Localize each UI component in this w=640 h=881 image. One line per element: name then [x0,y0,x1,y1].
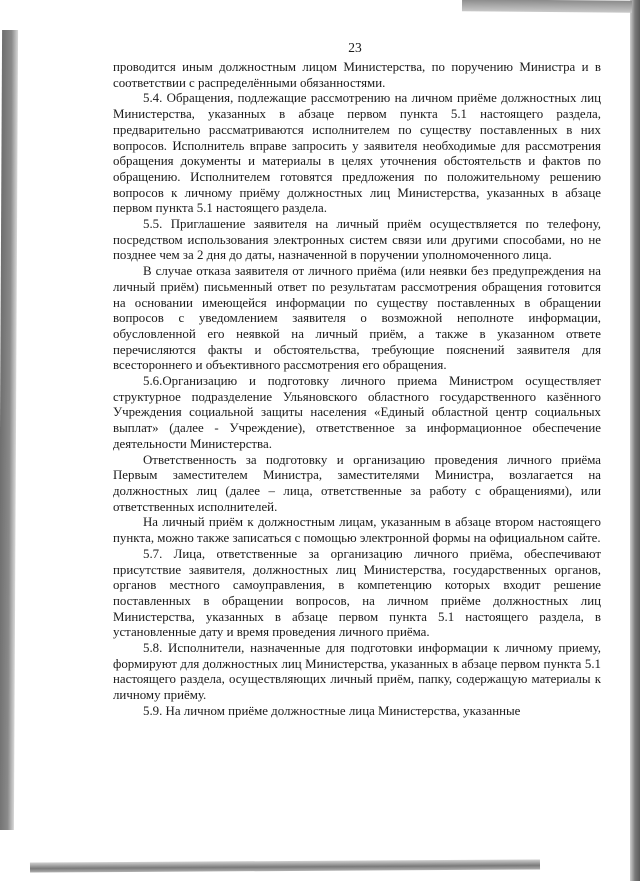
paragraph-5-7: 5.7. Лица, ответственные за организацию личного приёма, обеспечивают присутствие заявителя, должностных лиц Министерства, государственных органов, органов местного самоуправления, в компетенцию которых входит решение поставленных в обращении вопросов, на личном приёме должностных лиц Министерства, указанных в абзаце первом пункта 5.1 настоящего раздела, в установленные дату и время проведения личного приёма. [113,546,601,640]
paragraph-refusal: В случае отказа заявителя от личного приёма (или неявки без предупреждения на личный приём) письменный ответ по результатам рассмотрения обращения готовится на основании имеющейся информации по существу поставленных в обращении вопросов с уведомлением заявителя о возможной неполноте информации, обусловленной его неявкой на личный приём, а также в указанном ответе перечисляются факты и обстоятельства, требующие пояснений заявителя для всестороннего и объективного рассмотрения его обращения. [113,264,601,373]
paragraph-5-4: 5.4. Обращения, подлежащие рассмотрению на личном приёме должностных лиц Министерства, указанных в абзаце первом пункта 5.1 настоящего раздела, предварительно рассматриваются исполнителем по существу поставленных в них вопросов. Исполнитель вправе запросить у заявителя необходимые для рассмотрения обращения документы и материалы в целях уточнения обстоятельств и фактов по обращению. Исполнителем готовятся предложения по положительному решению вопросов к личному приёму должностных лиц Министерства, указанных в абзаце первом пункта 5.1 настоящего раздела. [113,91,601,216]
paragraph-online-signup: На личный приём к должностным лицам, указанным в абзаце втором настоящего пункта, можно также записаться с помощью электронной формы на официальном сайте. [113,515,601,546]
paragraph-5-6: 5.6.Организацию и подготовку личного приема Министром осуществляет структурное подразделение Ульяновского областного государственного казённого Учреждения социальной защиты населения «Единый областной центр социальных выплат» (далее - Учреждение), ответственное за информационное обеспечение деятельности Министерства. [113,374,601,451]
paragraph-5-8: 5.8. Исполнители, назначенные для подготовки информации к личному приему, формируют для должностных лиц Министерства, указанных в абзаце первом пункта 5.1 настоящего раздела, осуществляющих личный приём, папку, содержащую материалы к личному приёму. [113,641,601,703]
paragraph-5-5: 5.5. Приглашение заявителя на личный приём осуществляется по телефону, посредством использования электронных систем связи или другими способами, но не позднее чем за 2 дня до даты, назначенной в поручении уполномоченного лица. [113,217,601,263]
document-body [113,60,601,720]
paragraph-continuation: проводится иным должностным лицом Министерства, по поручению Министра и в соответствии с распределёнными обязанностями. [113,60,601,90]
page-number: 23 [348,40,362,55]
paragraph-responsibility: Ответственность за подготовку и организацию проведения личного приёма Первым заместителем Министра, заместителями Министра, возлагается на должностных лиц (далее – лица, ответственные за работу с обращениями), или ответственных исполнителей. [113,452,601,514]
scan-edge-bottom [30,859,540,872]
paragraph-5-9: 5.9. На личном приёме должностные лица Министерства, указанные [143,703,521,718]
scan-edge-top [462,0,632,13]
scan-edge-right [630,0,640,881]
scan-edge-left [0,30,18,830]
